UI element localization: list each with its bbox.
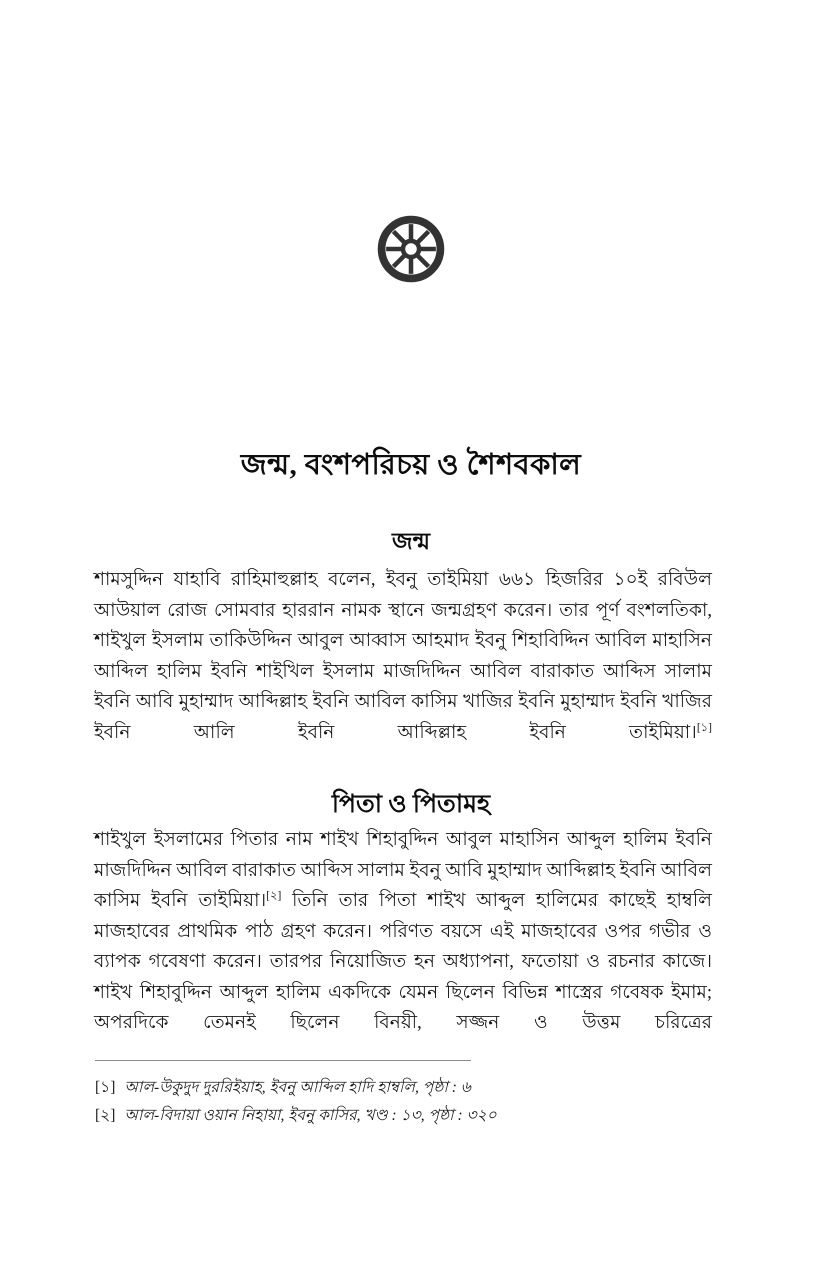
footnote-item xyxy=(95,1074,735,1102)
section-heading-birth: জন্ম xyxy=(392,529,430,555)
footnote-separator-rule xyxy=(95,1060,471,1061)
footnote-text: আল-উকুদুদ দুররিইয়াহ, ইবনু আব্দিল হাদি হাম্বলি, পৃষ্ঠা : ৬ xyxy=(124,1079,471,1096)
section-heading-father-and-grandfather: পিতা ও পিতামহ xyxy=(331,790,491,818)
footnote-ref-1[interactable]: [১] xyxy=(696,721,712,734)
footnote-marker: [২] xyxy=(95,1107,116,1124)
paragraph-father-text-part-1: শাইখুল ইসলামের পিতার নাম শাইখ শিহাবুদ্দিন আবুল মাহাসিন আব্দুল হালিম ইবনি মাজদিদ্দিন আবিল বারাকাত আব্দিস সালাম ইবনু আবি মুহাম্মাদ আব্দিল্লাহ ইবনি আবিল কাসিম ইবনি তাইমিয়া। xyxy=(94,829,712,911)
paragraph-birth xyxy=(94,565,712,748)
ornament-container xyxy=(0,214,822,284)
footnote-ref-2[interactable]: [২] xyxy=(266,889,282,902)
footnote-text: আল-বিদায়া ওয়ান নিহায়া, ইবনু কাসির, খণ্ড : ১৩, পৃষ্ঠা : ৩২০ xyxy=(124,1107,497,1124)
paragraph-birth-text: শামসুদ্দিন যাহাবি রাহিমাহুল্লাহ বলেন, ইবনু তাইমিয়া ৬৬১ হিজরির ১০ই রবিউল আউয়াল রোজ সোমবার হাররান নামক স্থানে জন্মগ্রহণ করেন। তার পূর্ণ বংশলতিকা, শাইখুল ইসলাম তাকিউদ্দিন আবুল আব্বাস আহমাদ ইবনু শিহাবিদ্দিন আবিল মাহাসিন আব্দিল হালিম ইবনি শাইখিল ইসলাম মাজদিদ্দিন আবিল বারাকাত আব্দিস সালাম ইবনি আবি মুহাম্মাদ আব্দিল্লাহ ইবনি আবিল কাসিম খাজির ইবনি মুহাম্মাদ ইবনি খাজির ইবনি আলি ইবনি আব্দিল্লাহ ইবনি তাইমিয়া। xyxy=(94,569,712,743)
paragraph-father xyxy=(94,825,712,1039)
flower-wheel-ornament xyxy=(376,214,446,284)
footnote-item xyxy=(95,1102,735,1130)
footnote-list xyxy=(95,1074,735,1130)
paragraph-father-text-part-2: তিনি তার পিতা শাইখ আব্দুল হালিমের কাছেই হাম্বলি মাজহাবের প্রাথমিক পাঠ গ্রহণ করেন। পরিণত বয়সে এই মাজহাবের ওপর গভীর ও ব্যাপক গবেষণা করেন। তারপর নিয়োজিত হন অধ্যাপনা, ফতোয়া ও রচনার কাজে। শাইখ শিহাবুদ্দিন আব্দুল হালিম একদিকে যেমন ছিলেন বিভিন্ন শাস্ত্রের গবেষক ইমাম; অপরদিকে তেমনই ছিলেন বিনয়ী, সজ্জন ও উত্তম চরিত্রের xyxy=(94,890,712,1033)
chapter-title: জন্ম, বংশপরিচয় ও শৈশবকাল xyxy=(240,449,582,482)
footnote-marker: [১] xyxy=(95,1079,116,1096)
